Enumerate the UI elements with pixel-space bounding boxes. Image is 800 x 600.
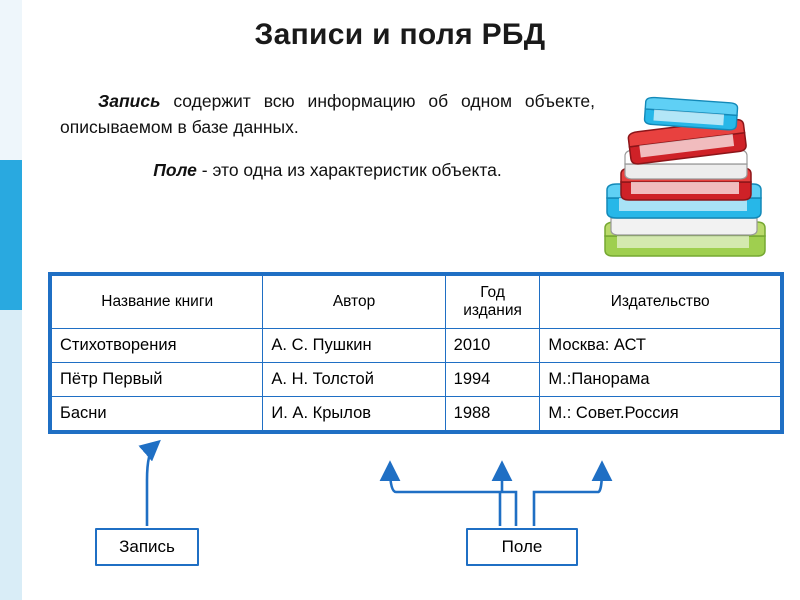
table-header [52,276,781,329]
column-header-publisher: Издательство [540,276,781,329]
cell-publisher: Москва: АСТ [540,329,781,363]
cell-year: 2010 [445,329,540,363]
description-block [60,88,595,189]
table-row [52,329,781,363]
page-title: Записи и поля РБД [254,18,546,51]
left-stripe-accent-light [0,310,22,600]
column-header-year: Год издания [445,276,540,329]
cell-year: 1994 [445,363,540,397]
cell-publisher: М.: Совет.Россия [540,397,781,431]
table-header-row [52,276,781,329]
books-table [51,275,781,431]
callout-record: Запись [95,528,199,566]
cell-author: И. А. Крылов [263,397,445,431]
left-stripe-accent [0,160,22,310]
cell-title: Пётр Первый [52,363,263,397]
stack-of-books-image [597,78,772,268]
paragraph-record-lead: Запись [98,91,161,111]
column-header-title: Название книги [52,276,263,329]
column-header-author: Автор [263,276,445,329]
cell-publisher: М.:Панорама [540,363,781,397]
paragraph-field-lead: Поле [153,159,197,180]
table-body [52,329,781,431]
table-row [52,397,781,431]
paragraph-field [60,157,595,183]
cell-author: А. С. Пушкин [263,329,445,363]
paragraph-record-rest: содержит всю информацию об одном объекте, описываемом в базе данных. [60,91,595,138]
cell-year: 1988 [445,397,540,431]
table-row [52,363,781,397]
paragraph-record [60,88,595,141]
callout-field: Поле [466,528,578,566]
records-table [48,272,784,434]
paragraph-field-rest: - это одна из характеристик объекта. [196,159,502,180]
cell-author: А. Н. Толстой [263,363,445,397]
cell-title: Басни [52,397,263,431]
cell-title: Стихотворения [52,329,263,363]
